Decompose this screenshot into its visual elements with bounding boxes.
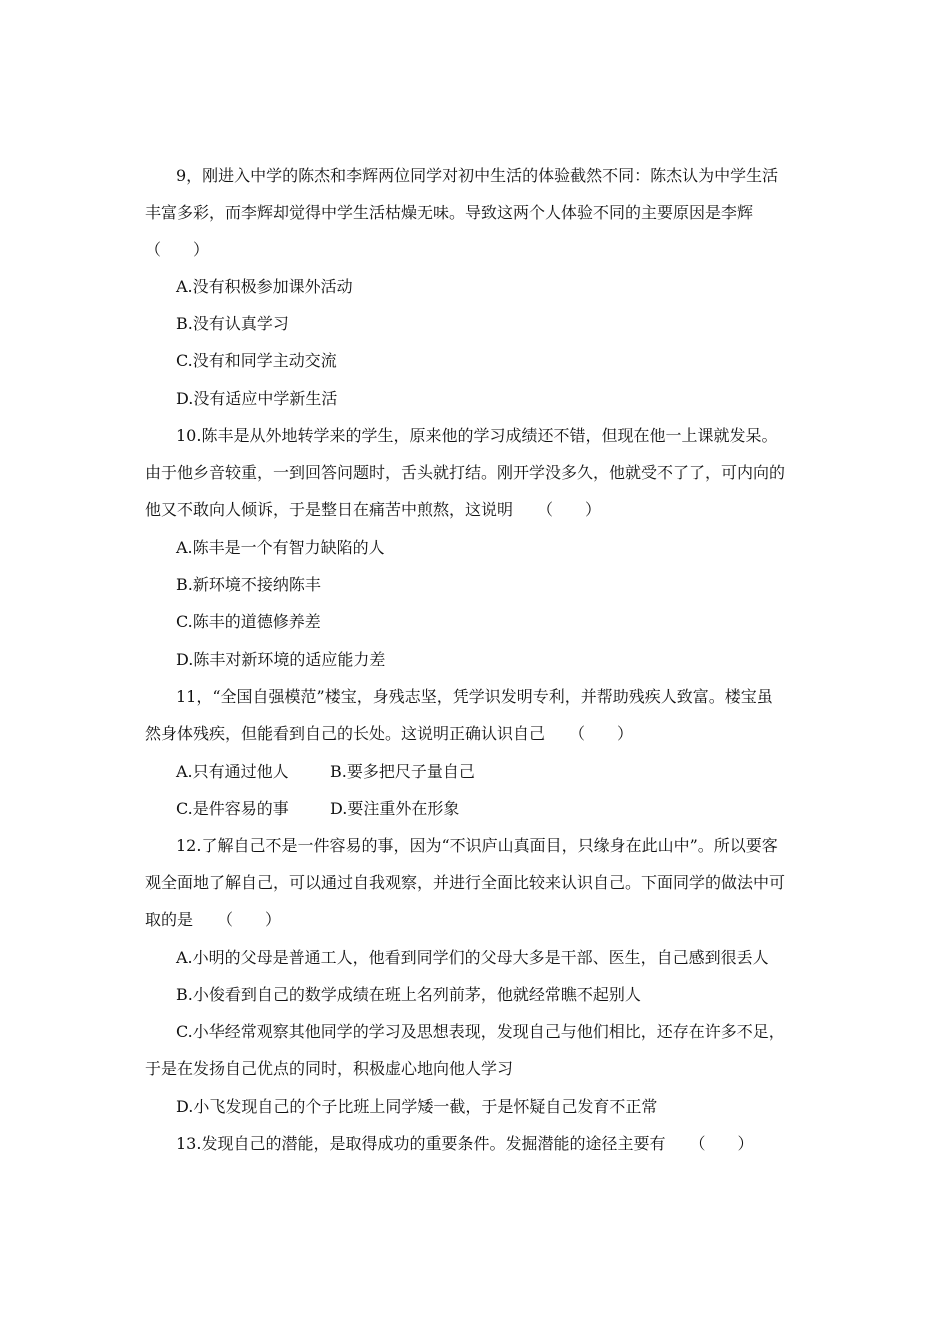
question-10-option-b: B.新环境不接纳陈丰 — [176, 575, 321, 594]
question-9-stem-line-2: 丰富多彩，而李辉却觉得中学生活枯燥无味。导致这两个人体验不同的主要原因是李辉 — [145, 203, 754, 222]
question-10-option-c: C.陈丰的道德修养差 — [176, 612, 321, 631]
question-11-stem-line-1: 11，“全国自强模范”楼宝，身残志坚，凭学识发明专利，并帮助残疾人致富。楼宝虽 — [176, 687, 773, 706]
question-11-stem-line-2: 然身体残疾，但能看到自己的长处。这说明正确认识自己 （ ） — [145, 724, 634, 743]
question-9-option-d: D.没有适应中学新生活 — [176, 389, 338, 408]
question-9-option-c: C.没有和同学主动交流 — [176, 351, 337, 370]
question-11-option-b: B.要多把尺子量自己 — [330, 762, 475, 781]
question-9-option-a: A.没有积极参加课外活动 — [176, 277, 353, 296]
question-9-stem-line-1: 9，刚进入中学的陈杰和李辉两位同学对初中生活的体验截然不同：陈杰认为中学生活 — [176, 166, 779, 185]
question-11-options-row-2 — [176, 798, 460, 820]
question-11-options-row-1 — [176, 761, 475, 783]
question-11-option-a: A.只有通过他人 — [176, 762, 289, 781]
question-10-option-a: A.陈丰是一个有智力缺陷的人 — [176, 538, 385, 557]
question-12-option-c: C.小华经常观察其他同学的学习及思想表现，发现自己与他们相比，还存在许多不足， — [176, 1022, 785, 1041]
question-12-stem-line-1: 12.了解自己不是一件容易的事，因为“不识庐山真面目，只缘身在此山中”。所以要客 — [176, 836, 778, 855]
question-10-stem-line-2: 由于他乡音较重，一到回答问题时，舌头就打结。刚开学没多久，他就受不了了，可内向的 — [145, 463, 786, 482]
question-10-stem-line-1: 10.陈丰是从外地转学来的学生，原来他的学习成绩还不错，但现在他一上课就发呆。 — [176, 426, 778, 445]
question-10-stem-line-3: 他又不敢向人倾诉，于是整日在痛苦中煎熬，这说明 （ ） — [145, 500, 602, 519]
question-11-option-d: D.要注重外在形象 — [330, 799, 460, 818]
question-13-stem-line-1: 13.发现自己的潜能，是取得成功的重要条件。发掘潜能的途径主要有 （ ） — [176, 1134, 754, 1153]
question-12-stem-line-2: 观全面地了解自己，可以通过自我观察，并进行全面比较来认识自己。下面同学的做法中可 — [145, 873, 786, 892]
question-11-option-c: C.是件容易的事 — [176, 799, 289, 818]
question-12-option-a: A.小明的父母是普通工人，他看到同学们的父母大多是干部、医生，自己感到很丢人 — [176, 948, 769, 967]
question-12-option-b: B.小俊看到自己的数学成绩在班上名列前茅，他就经常瞧不起别人 — [176, 985, 641, 1004]
question-9-answer-blank: （ ） — [145, 240, 210, 259]
question-9-option-b: B.没有认真学习 — [176, 314, 289, 333]
question-12-option-c-continued: 于是在发扬自己优点的同时，积极虚心地向他人学习 — [145, 1059, 514, 1078]
question-10-option-d: D.陈丰对新环境的适应能力差 — [176, 650, 386, 669]
question-12-stem-line-3: 取的是 （ ） — [145, 910, 282, 929]
question-12-option-d: D.小飞发现自己的个子比班上同学矮一截，于是怀疑自己发育不正常 — [176, 1097, 658, 1116]
